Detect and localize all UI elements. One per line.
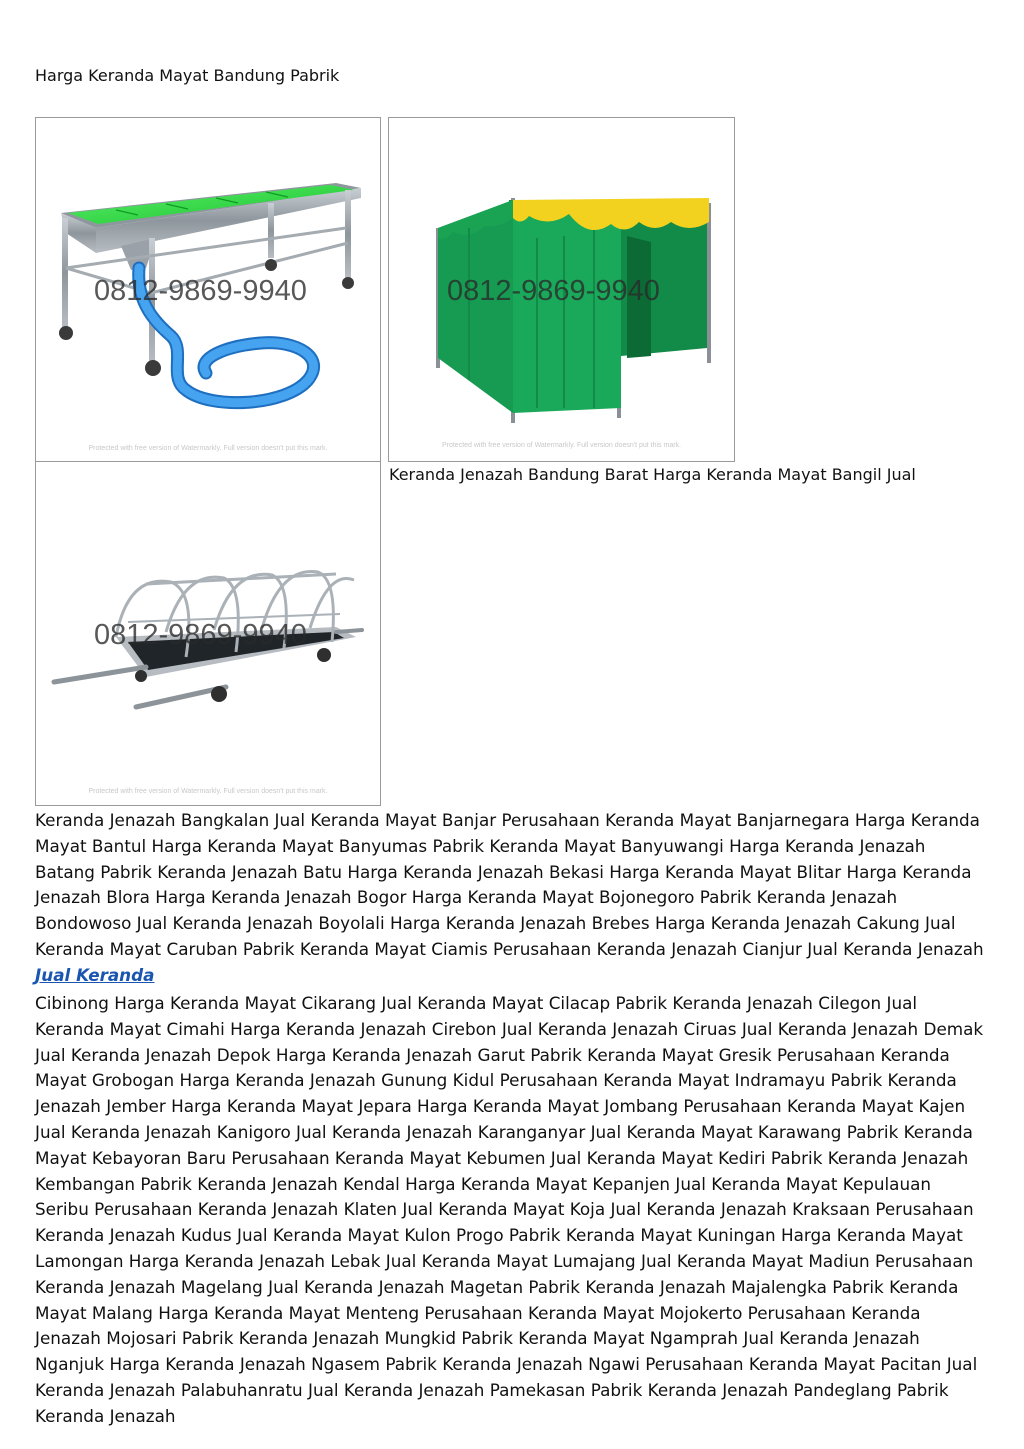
watermark-phone: 0812-9869-9940: [94, 619, 307, 651]
watermark-phone: 0812-9869-9940: [94, 275, 307, 307]
body-paragraph-1: [35, 808, 990, 989]
product-image-stretcher[interactable]: [35, 461, 381, 806]
product-image-tent[interactable]: [388, 117, 735, 462]
image-caption: Keranda Jenazah Bandung Barat Harga Keranda Mayat Bangil Jual: [389, 465, 916, 484]
jual-keranda-link[interactable]: Jual Keranda: [35, 964, 155, 985]
product-image-washing-table[interactable]: [35, 117, 381, 462]
body-paragraph-2: Cibinong Harga Keranda Mayat Cikarang Jual Keranda Mayat Cilacap Pabrik Keranda Jenazah Cilegon Jual Keranda Mayat Cimahi Harga Keranda Jenazah Cirebon Jual Keranda Jenazah Ciruas Jual Keranda Jenazah Demak Jual Keranda Jenazah Depok Harga Keranda Jenazah Garut Pabrik Keranda Mayat Gresik Perusahaan Keranda Mayat Grobogan Harga Keranda Jenazah Gunung Kidul Perusahaan Keranda Mayat Indramayu Pabrik Keranda Jenazah Jember Harga Keranda Mayat Jepara Harga Keranda Mayat Jombang Perusahaan Keranda Mayat Kajen Jual Keranda Jenazah Kanigoro Jual Keranda Jenazah Karanganyar Jual Keranda Mayat Karawang Pabrik Keranda Mayat Kebayoran Baru Perusahaan Keranda Mayat Kebumen Jual Keranda Mayat Kediri Pabrik Keranda Jenazah Kembangan Pabrik Keranda Jenazah Kendal Harga Keranda Mayat Kepanjen Jual Keranda Mayat Kepulauan Seribu Perusahaan Keranda Jenazah Klaten Jual Keranda Mayat Koja Jual Keranda Jenazah Kraksaan Perusahaan Keranda Jenazah Kudus Jual Keranda Mayat Kulon Progo Pabrik Keranda Mayat Kuningan Harga Keranda Mayat Lamongan Harga Keranda Jenazah Lebak Jual Keranda Mayat Lumajang Jual Keranda Mayat Madiun Perusahaan Keranda Jenazah Magelang Jual Keranda Jenazah Magetan Pabrik Keranda Jenazah Majalengka Pabrik Keranda Mayat Malang Harga Keranda Mayat Menteng Perusahaan Keranda Mayat Mojokerto Perusahaan Keranda Jenazah Mojosari Pabrik Keranda Jenazah Mungkid Pabrik Keranda Mayat Ngamprah Jual Keranda Jenazah Nganjuk Harga Keranda Jenazah Ngasem Pabrik Keranda Jenazah Ngawi Perusahaan Keranda Mayat Pacitan Jual Keranda Jenazah Palabuhanratu Jual Keranda Jenazah Pamekasan Pabrik Keranda Jenazah Pandeglang Pabrik Keranda Jenazah: [35, 993, 984, 1426]
page-title: Harga Keranda Mayat Bandung Pabrik: [35, 66, 340, 85]
watermark-phone: 0812-9869-9940: [447, 275, 660, 307]
watermark-notice: Protected with free version of Watermarkly. Full version doesn't put this mark.: [441, 442, 682, 449]
paragraph-text: Keranda Jenazah Bangkalan Jual Keranda Mayat Banjar Perusahaan Keranda Mayat Banjarnegara Harga Keranda Mayat Bantul Harga Keranda Mayat Banyumas Pabrik Keranda Mayat Banyuwangi Harga Keranda Jenazah Batang Pabrik Keranda Jenazah Batu Harga Keranda Jenazah Bekasi Harga Keranda Mayat Blitar Harga Keranda Jenazah Blora Harga Keranda Jenazah Bogor Harga Keranda Mayat Bojonegoro Pabrik Keranda Jenazah Bondowoso Jual Keranda Jenazah Boyolali Harga Keranda Jenazah Brebes Harga Keranda Jenazah Cakung Jual Keranda Mayat Caruban Pabrik Keranda Mayat Ciamis Perusahaan Keranda Jenazah Cianjur Jual Keranda Jenazah: [35, 810, 984, 959]
watermark-notice: Protected with free version of Watermarkly. Full version doesn't put this mark.: [88, 788, 328, 795]
watermark-notice: Protected with free version of Watermarkly. Full version doesn't put this mark.: [88, 445, 328, 452]
